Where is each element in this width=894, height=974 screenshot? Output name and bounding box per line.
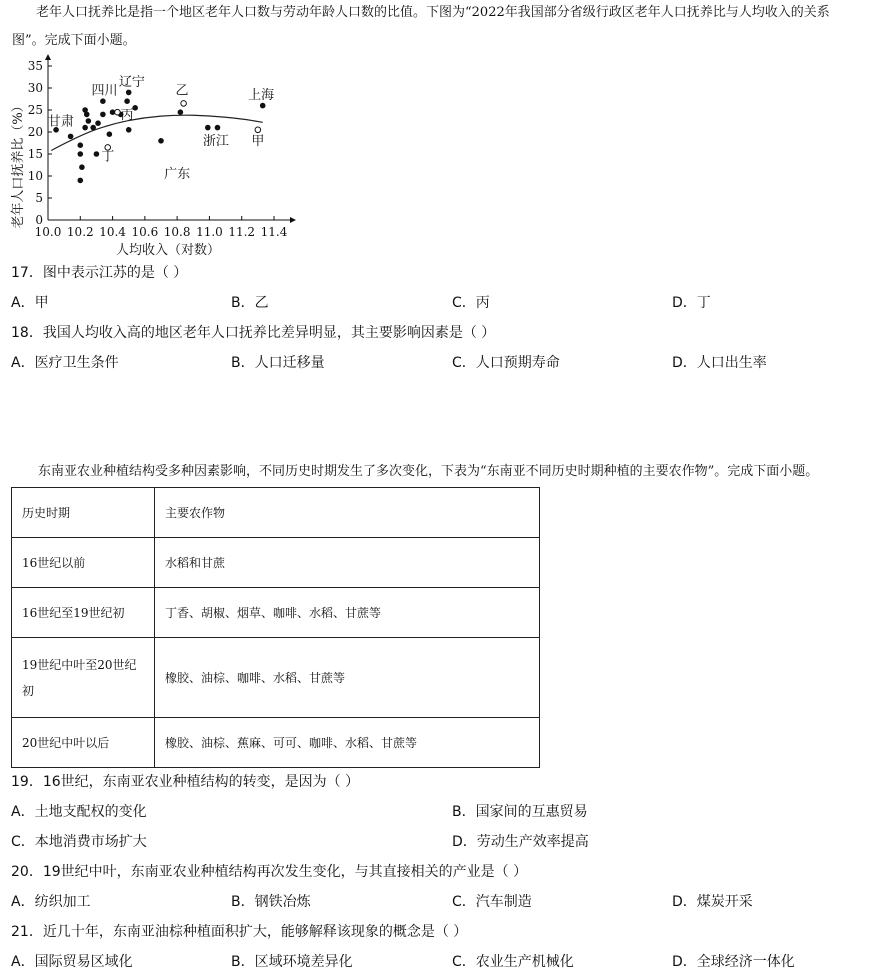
data-point (100, 98, 106, 104)
q21-option-d[interactable]: D．全球经济一体化 (672, 954, 795, 970)
data-point (95, 120, 101, 126)
data-point (68, 134, 74, 140)
table-cell: 20世纪中叶以后 (12, 718, 155, 768)
table-cell: 水稻和甘蔗 (155, 538, 540, 588)
data-point (82, 125, 88, 131)
table-cell: 19世纪中叶至20世纪初 (12, 638, 155, 718)
y-tick-label: 20 (27, 125, 43, 139)
table-row (12, 538, 540, 588)
q18-option-b[interactable]: B．人口迁移量 (231, 355, 325, 371)
q21-option-b[interactable]: B．区域环境差异化 (231, 954, 353, 970)
q19-option-c[interactable]: C．本地消费市场扩大 (11, 834, 147, 850)
q18-option-d[interactable]: D．人口出生率 (672, 355, 767, 371)
intro-line-2: 图”。完成下面小题。 (12, 33, 136, 48)
data-point (124, 98, 130, 104)
q20-option-c[interactable]: C．汽车制造 (452, 894, 532, 910)
x-tick-label: 10.0 (34, 225, 62, 239)
data-point (205, 125, 211, 131)
data-point (77, 178, 83, 184)
q19-option-d[interactable]: D．劳动生产效率提高 (452, 834, 589, 850)
q20-option-a[interactable]: A．纺织加工 (11, 894, 91, 910)
table-cell: 橡胶、油棕、蕉麻、可可、咖啡、水稻、甘蔗等 (155, 718, 540, 768)
question-18-stem: 18．我国人均收入高的地区老年人口抚养比差异明显，其主要影响因素是（ ） (11, 325, 496, 341)
intro-line-1: 老年人口抚养比是指一个地区老年人口数与劳动年龄人口数的比值。下图为“2022年我国部分省级行政区老年人口抚养比与人均收入的关系 (36, 5, 830, 20)
y-tick-label: 10 (27, 169, 43, 183)
data-point (126, 90, 132, 96)
point-label: 乙 (175, 83, 189, 99)
table-cell: 丁香、胡椒、烟草、咖啡、水稻、甘蔗等 (155, 588, 540, 638)
crops-table (11, 487, 540, 768)
point-label: 广东 (164, 167, 191, 183)
q19-option-a[interactable]: A．土地支配权的变化 (11, 804, 147, 820)
table-header-cell: 历史时期 (12, 488, 155, 538)
y-tick-label: 30 (27, 81, 43, 95)
x-tick-label: 11.4 (260, 225, 288, 239)
point-label: 丁 (101, 149, 115, 165)
scatter-chart (0, 54, 300, 262)
x-tick-label: 10.8 (163, 225, 191, 239)
question-21-stem: 21．近几十年，东南亚油棕种植面积扩大，能够解释该现象的概念是（ ） (11, 924, 468, 940)
point-label: 甘肃 (47, 114, 74, 130)
x-tick-label: 10.2 (66, 225, 94, 239)
q17-option-c[interactable]: C．丙 (452, 295, 490, 311)
point-label: 浙江 (202, 134, 229, 150)
q18-option-a[interactable]: A．医疗卫生条件 (11, 355, 119, 371)
point-label: 丙 (120, 107, 134, 123)
x-tick-label: 11.2 (228, 225, 256, 239)
y-axis-label: 老年人口抚养比（%） (11, 99, 26, 229)
x-tick-label: 11.0 (196, 225, 223, 239)
q18-option-c[interactable]: C．人口预期寿命 (452, 355, 560, 371)
y-tick-label: 35 (27, 59, 43, 73)
y-tick-label: 15 (27, 147, 43, 161)
data-point (77, 151, 83, 157)
table-cell: 16世纪以前 (12, 538, 155, 588)
x-axis-arrow (290, 217, 296, 223)
table-header-row (12, 488, 540, 538)
table-header-cell: 主要农作物 (155, 488, 540, 538)
table-row (12, 718, 540, 768)
q21-option-a[interactable]: A．国际贸易区域化 (11, 954, 133, 970)
q20-option-b[interactable]: B．钢铁冶炼 (231, 894, 311, 910)
data-point (100, 112, 106, 118)
data-point (126, 127, 132, 133)
q20-option-d[interactable]: D．煤炭开采 (672, 894, 753, 910)
chart-points (53, 90, 265, 184)
data-point (178, 109, 184, 115)
y-tick-label: 0 (35, 213, 43, 227)
data-point (84, 112, 90, 118)
question-17-stem: 17．图中表示江苏的是（ ） (11, 265, 188, 281)
data-point (86, 118, 92, 124)
q17-option-d[interactable]: D．丁 (672, 295, 711, 311)
intro-section-2: 东南亚农业种植结构受多种因素影响，不同历史时期发生了多次变化，下表为“东南亚不同历史时期种植的主要农作物”。完成下面小题。 (38, 464, 819, 479)
data-point (107, 131, 113, 137)
y-tick-label: 25 (27, 103, 43, 117)
x-tick-label: 10.4 (99, 225, 126, 239)
point-label: 上海 (248, 88, 275, 103)
data-point (94, 151, 100, 157)
chart-ticks (28, 59, 288, 239)
q17-option-a[interactable]: A．甲 (11, 295, 49, 311)
point-label: 辽宁 (118, 74, 145, 90)
data-point-hollow (181, 101, 187, 107)
table-cell: 橡胶、油棕、咖啡、水稻、甘蔗等 (155, 638, 540, 718)
table-row (12, 638, 540, 718)
y-tick-label: 5 (35, 191, 43, 205)
data-point-hollow (115, 109, 121, 115)
question-19-stem: 19．16世纪，东南亚农业种植结构的转变，是因为（ ） (11, 774, 360, 790)
table-cell: 16世纪至19世纪初 (12, 588, 155, 638)
data-point (79, 164, 85, 170)
data-point (90, 125, 96, 131)
x-axis-label: 人均收入（对数） (115, 243, 221, 258)
point-label: 四川 (91, 83, 118, 99)
data-point (158, 138, 164, 144)
question-20-stem: 20．19世纪中叶，东南亚农业种植结构再次发生变化，与其直接相关的产业是（ ） (11, 864, 528, 880)
point-label: 甲 (251, 134, 265, 150)
q19-option-b[interactable]: B．国家间的互惠贸易 (452, 804, 588, 820)
q17-option-b[interactable]: B．乙 (231, 295, 269, 311)
y-axis-arrow (45, 54, 51, 60)
table-row (12, 588, 540, 638)
data-point-hollow (255, 127, 261, 133)
data-point (215, 125, 221, 131)
q21-option-c[interactable]: C．农业生产机械化 (452, 954, 574, 970)
x-tick-label: 10.6 (131, 225, 159, 239)
data-point (77, 142, 83, 148)
data-point (260, 103, 266, 109)
